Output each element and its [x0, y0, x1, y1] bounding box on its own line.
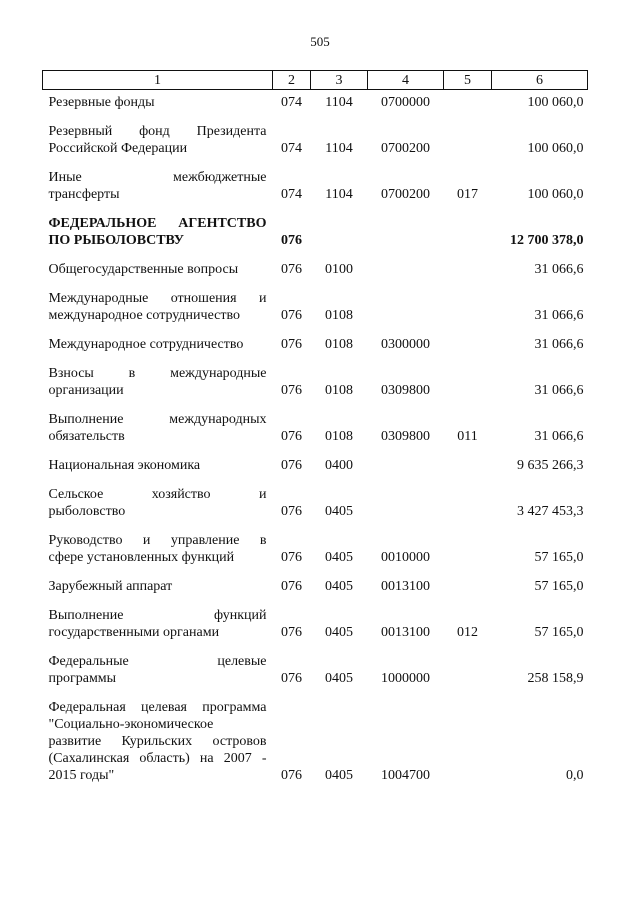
item-name-cell — [43, 411, 273, 445]
amount-cell: 31 066,6 — [534, 429, 584, 444]
amount-cell: 31 066,6 — [534, 337, 584, 352]
spacer-cell — [43, 566, 588, 578]
item-name-line: Выполнение функций — [48, 608, 267, 623]
code-2-cell: 074 — [281, 141, 302, 156]
code-3-cell: 0108 — [325, 308, 353, 323]
item-name-line: развитие Курильских островов — [48, 734, 267, 749]
code-4-cell — [368, 261, 444, 278]
spacer-cell — [43, 249, 588, 261]
amount-cell: 3 427 453,3 — [517, 504, 584, 519]
spacer-cell — [43, 203, 588, 215]
code-4-cell: 0309800 — [381, 429, 430, 444]
table-row — [43, 532, 588, 566]
amount-cell: 0,0 — [566, 768, 584, 783]
code-5-cell — [444, 261, 492, 278]
spacer-cell — [43, 399, 588, 411]
code-5-cell — [444, 578, 492, 595]
item-name-line: Взносы в международные — [48, 366, 267, 381]
amount-cell: 258 158,9 — [527, 671, 584, 686]
item-name-line: программы — [48, 671, 117, 686]
amount-cell: 57 165,0 — [534, 579, 584, 594]
code-5-cell — [444, 94, 492, 111]
code-3-cell: 0405 — [325, 504, 353, 519]
code-3-cell: 0108 — [325, 383, 353, 398]
item-name-cell — [43, 457, 273, 474]
amount-cell: 31 066,6 — [534, 308, 584, 323]
code-2-cell: 076 — [281, 504, 302, 519]
row-spacer — [43, 278, 588, 290]
item-name-line: Руководство и управление в — [48, 533, 267, 548]
amount-cell: 57 165,0 — [534, 625, 584, 640]
row-spacer — [43, 324, 588, 336]
row-spacer — [43, 687, 588, 699]
row-spacer — [43, 157, 588, 169]
column-header: 1 — [43, 71, 273, 90]
code-4-cell — [368, 457, 444, 474]
item-name-line: "Социально-экономическое — [48, 717, 214, 732]
column-header: 2 — [273, 71, 311, 90]
code-5-cell — [444, 123, 492, 157]
code-4-cell: 0300000 — [381, 337, 430, 352]
row-spacer — [43, 595, 588, 607]
item-name-line: 2015 годы" — [48, 768, 115, 783]
amount-cell: 100 060,0 — [527, 95, 584, 110]
row-spacer — [43, 111, 588, 123]
code-2-cell: 076 — [281, 550, 302, 565]
table-row — [43, 457, 588, 474]
row-spacer — [43, 353, 588, 365]
code-3-cell: 0100 — [325, 262, 353, 277]
table-row — [43, 578, 588, 595]
code-2-cell: 076 — [281, 308, 302, 323]
code-4-cell: 0010000 — [381, 550, 430, 565]
item-name-line: (Сахалинская область) на 2007 - — [48, 751, 267, 766]
spacer-cell — [43, 474, 588, 486]
item-name-cell — [43, 699, 273, 784]
item-name-line: Национальная экономика — [48, 458, 201, 473]
table-row — [43, 94, 588, 111]
item-name-line: Федеральные целевые — [48, 654, 267, 669]
item-name-cell — [43, 365, 273, 399]
table-row — [43, 215, 588, 249]
row-spacer — [43, 474, 588, 486]
table-row — [43, 169, 588, 203]
spacer-cell — [43, 353, 588, 365]
code-3-cell: 1104 — [325, 95, 353, 110]
table-row — [43, 290, 588, 324]
page-number: 505 — [310, 34, 330, 49]
amount-cell: 100 060,0 — [527, 187, 584, 202]
code-4-cell: 1000000 — [381, 671, 430, 686]
table-row — [43, 336, 588, 353]
item-name-line: рыболовство — [48, 504, 126, 519]
spacer-cell — [43, 641, 588, 653]
spacer-cell — [43, 520, 588, 532]
code-3-cell: 0108 — [325, 429, 353, 444]
table-row — [43, 607, 588, 641]
item-name-line: ФЕДЕРАЛЬНОЕ АГЕНТСТВО — [48, 216, 267, 231]
spacer-cell — [43, 687, 588, 699]
table-row — [43, 699, 588, 784]
amount-cell: 31 066,6 — [534, 262, 584, 277]
item-name-line: Российской Федерации — [48, 141, 188, 156]
code-5-cell — [444, 457, 492, 474]
row-spacer — [43, 641, 588, 653]
item-name-cell — [43, 578, 273, 595]
table-row — [43, 653, 588, 687]
item-name-cell — [43, 169, 273, 203]
item-name-line: Выполнение международных — [48, 412, 267, 427]
code-4-cell: 0700200 — [381, 187, 430, 202]
code-5-cell — [444, 532, 492, 566]
code-2-cell: 076 — [281, 458, 302, 473]
item-name-cell — [43, 336, 273, 353]
row-spacer — [43, 249, 588, 261]
code-4-cell: 1004700 — [381, 768, 430, 783]
spacer-cell — [43, 595, 588, 607]
item-name-line: Резервные фонды — [48, 95, 155, 110]
code-5-cell: 012 — [457, 625, 478, 640]
item-name-cell — [43, 290, 273, 324]
code-5-cell — [444, 653, 492, 687]
code-2-cell: 076 — [281, 671, 302, 686]
item-name-line: организации — [48, 383, 124, 398]
code-5-cell: 011 — [457, 429, 478, 444]
item-name-line: Общегосударственные вопросы — [48, 262, 239, 277]
item-name-line: ПО РЫБОЛОВСТВУ — [48, 233, 185, 248]
spacer-cell — [43, 324, 588, 336]
table-row — [43, 411, 588, 445]
code-5-cell — [444, 336, 492, 353]
code-4-cell: 0013100 — [381, 579, 430, 594]
code-4-cell: 0700000 — [381, 95, 430, 110]
code-2-cell: 076 — [281, 579, 302, 594]
code-3-cell: 0405 — [325, 625, 353, 640]
amount-cell: 9 635 266,3 — [517, 458, 584, 473]
code-5-cell — [444, 290, 492, 324]
code-3-cell: 0405 — [325, 579, 353, 594]
spacer-cell — [43, 278, 588, 290]
column-header: 4 — [368, 71, 444, 90]
table-row — [43, 261, 588, 278]
code-2-cell: 076 — [281, 625, 302, 640]
row-spacer — [43, 520, 588, 532]
item-name-cell — [43, 653, 273, 687]
code-4-cell — [368, 215, 444, 249]
item-name-line: Международные отношения и — [48, 291, 267, 306]
spacer-cell — [43, 445, 588, 457]
code-3-cell: 1104 — [325, 141, 353, 156]
code-4-cell: 0013100 — [381, 625, 430, 640]
code-2-cell: 076 — [281, 337, 302, 352]
code-2-cell: 076 — [281, 768, 302, 783]
amount-cell: 57 165,0 — [534, 550, 584, 565]
code-4-cell — [368, 290, 444, 324]
code-3-cell: 1104 — [325, 187, 353, 202]
item-name-cell — [43, 532, 273, 566]
code-3-cell — [311, 215, 368, 249]
item-name-line: Резервный фонд Президента — [48, 124, 267, 139]
code-2-cell: 074 — [281, 187, 302, 202]
item-name-cell — [43, 215, 273, 249]
code-4-cell: 0700200 — [381, 141, 430, 156]
table-header — [43, 71, 588, 90]
code-3-cell: 0405 — [325, 671, 353, 686]
row-spacer — [43, 399, 588, 411]
column-header: 5 — [444, 71, 492, 90]
code-3-cell: 0108 — [325, 337, 353, 352]
code-5-cell — [444, 699, 492, 784]
amount-cell: 100 060,0 — [527, 141, 584, 156]
item-name-line: государственными органами — [48, 625, 220, 640]
item-name-cell — [43, 607, 273, 641]
item-name-line: сфере установленных функций — [48, 550, 235, 565]
table-row — [43, 123, 588, 157]
row-spacer — [43, 445, 588, 457]
code-4-cell — [368, 486, 444, 520]
code-5-cell: 017 — [457, 187, 478, 202]
code-2-cell: 076 — [281, 233, 302, 248]
code-2-cell: 076 — [281, 262, 302, 277]
code-2-cell: 074 — [281, 95, 302, 110]
budget-table — [42, 70, 588, 784]
item-name-line: Зарубежный аппарат — [48, 579, 173, 594]
item-name-line: международное сотрудничество — [48, 308, 240, 323]
code-5-cell — [444, 486, 492, 520]
code-5-cell — [444, 365, 492, 399]
code-5-cell — [444, 215, 492, 249]
item-name-line: Сельское хозяйство и — [48, 487, 267, 502]
item-name-line: Иные межбюджетные — [48, 170, 267, 185]
amount-cell: 12 700 378,0 — [510, 233, 584, 248]
code-2-cell: 076 — [281, 429, 302, 444]
item-name-line: обязательств — [48, 429, 125, 444]
table-row — [43, 486, 588, 520]
row-spacer — [43, 203, 588, 215]
item-name-cell — [43, 94, 273, 111]
code-4-cell: 0309800 — [381, 383, 430, 398]
spacer-cell — [43, 111, 588, 123]
code-2-cell: 076 — [281, 383, 302, 398]
item-name-cell — [43, 123, 273, 157]
item-name-cell — [43, 486, 273, 520]
code-3-cell: 0400 — [325, 458, 353, 473]
amount-cell: 31 066,6 — [534, 383, 584, 398]
code-3-cell: 0405 — [325, 768, 353, 783]
item-name-line: Федеральная целевая программа — [48, 700, 267, 715]
table-body — [43, 90, 588, 785]
column-header: 3 — [311, 71, 368, 90]
item-name-line: Международное сотрудничество — [48, 337, 244, 352]
table-row — [43, 365, 588, 399]
spacer-cell — [43, 157, 588, 169]
item-name-cell — [43, 261, 273, 278]
code-3-cell: 0405 — [325, 550, 353, 565]
row-spacer — [43, 566, 588, 578]
column-header: 6 — [492, 71, 588, 90]
item-name-line: трансферты — [48, 187, 120, 202]
